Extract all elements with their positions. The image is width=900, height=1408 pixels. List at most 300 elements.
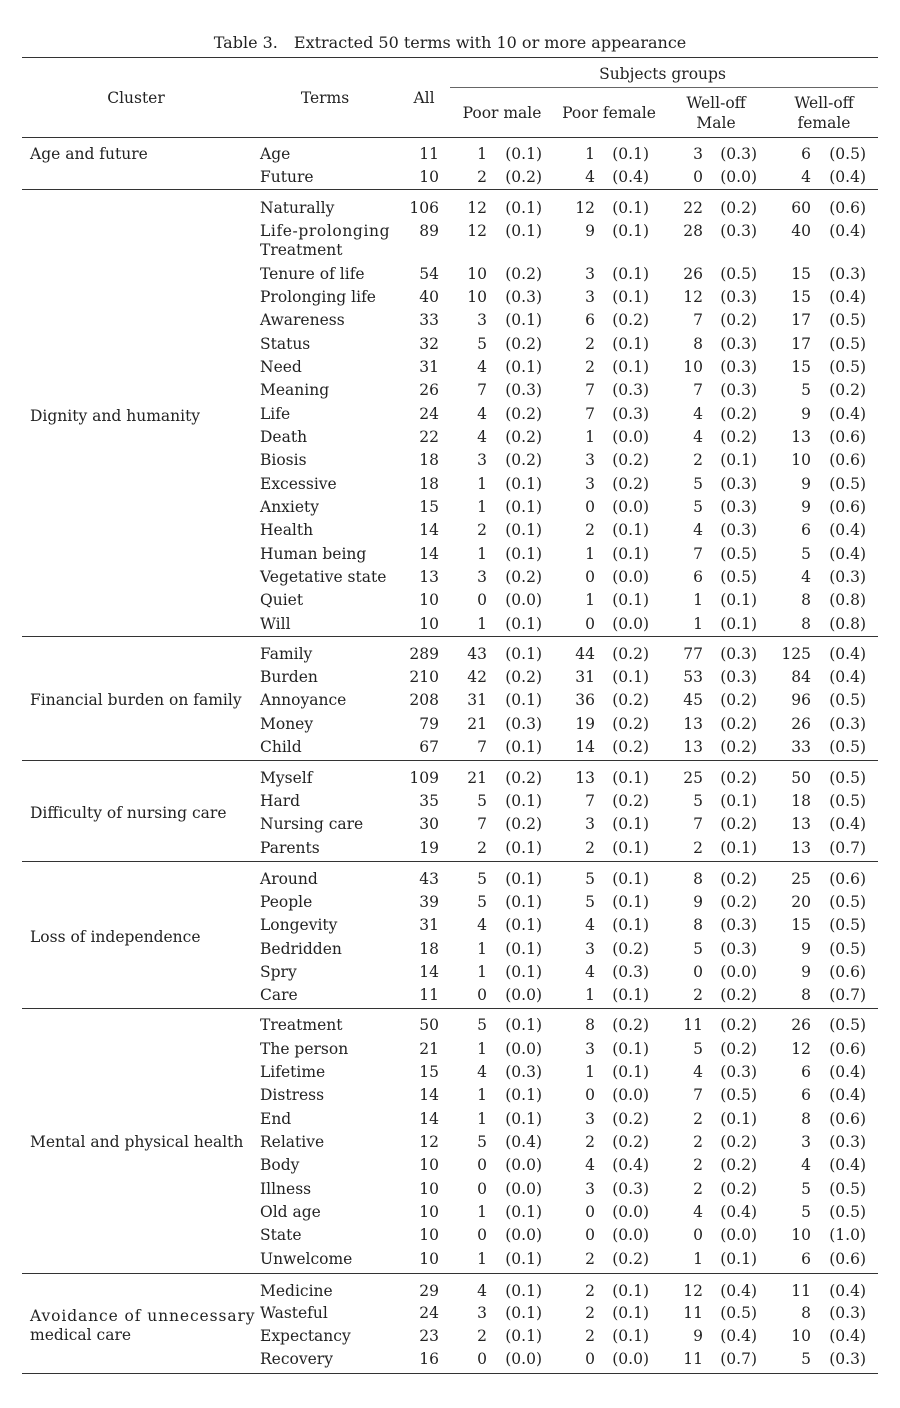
welloff-male-ratio-cell: (0.3) <box>720 222 757 240</box>
welloff-female-count-cell: 15 <box>791 916 811 934</box>
welloff-male-ratio-cell: (0.3) <box>720 145 757 163</box>
poor-female-ratio-cell: (0.1) <box>612 668 649 686</box>
welloff-female-ratio-cell: (0.4) <box>829 815 866 833</box>
poor-male-ratio-cell: (0.0) <box>505 986 542 1004</box>
cluster-separator-rule <box>22 1008 878 1009</box>
welloff-male-ratio-cell: (0.3) <box>720 1063 757 1081</box>
poor-male-count-cell: 1 <box>477 615 487 633</box>
poor-male-count-cell: 1 <box>477 1250 487 1268</box>
poor-male-ratio-cell: (0.2) <box>505 265 542 283</box>
poor-female-count-cell: 3 <box>585 1180 595 1198</box>
poor-female-count-cell: 3 <box>585 815 595 833</box>
poor-male-count-cell: 0 <box>477 591 487 609</box>
poor-female-count-cell: 31 <box>575 668 595 686</box>
all-cell: 32 <box>419 335 439 353</box>
top-rule <box>22 57 878 58</box>
poor-female-ratio-cell: (0.1) <box>612 545 649 563</box>
poor-female-count-cell: 7 <box>585 792 595 810</box>
poor-female-ratio-cell: (0.0) <box>612 1203 649 1221</box>
cluster-label: medical care <box>30 1326 132 1344</box>
poor-male-ratio-cell: (0.1) <box>505 1282 542 1300</box>
welloff-male-count-cell: 8 <box>693 335 703 353</box>
poor-female-count-cell: 0 <box>585 1203 595 1221</box>
term-label: Money <box>260 715 314 733</box>
poor-male-ratio-cell: (0.1) <box>505 1203 542 1221</box>
term-label: Body <box>260 1156 300 1174</box>
poor-male-count-cell: 0 <box>477 1180 487 1198</box>
poor-male-count-cell: 2 <box>477 839 487 857</box>
poor-male-ratio-cell: (0.1) <box>505 916 542 934</box>
poor-female-ratio-cell: (0.0) <box>612 568 649 586</box>
poor-female-count-cell: 7 <box>585 405 595 423</box>
header-welloff-female-line2: female <box>797 114 851 132</box>
poor-male-ratio-cell: (0.1) <box>505 199 542 217</box>
poor-female-ratio-cell: (0.1) <box>612 591 649 609</box>
term-label: Status <box>260 335 311 353</box>
term-label: Quiet <box>260 591 304 609</box>
welloff-male-count-cell: 0 <box>693 963 703 981</box>
poor-female-count-cell: 3 <box>585 1110 595 1128</box>
welloff-female-ratio-cell: (0.6) <box>829 428 866 446</box>
welloff-male-ratio-cell: (0.5) <box>720 1304 757 1322</box>
welloff-female-ratio-cell: (0.3) <box>829 265 866 283</box>
poor-male-ratio-cell: (0.1) <box>505 792 542 810</box>
welloff-male-ratio-cell: (0.3) <box>720 940 757 958</box>
poor-male-ratio-cell: (0.1) <box>505 311 542 329</box>
welloff-female-ratio-cell: (0.5) <box>829 1203 866 1221</box>
poor-male-ratio-cell: (0.1) <box>505 475 542 493</box>
all-cell: 14 <box>419 545 439 563</box>
poor-female-ratio-cell: (0.3) <box>612 405 649 423</box>
welloff-male-ratio-cell: (0.5) <box>720 545 757 563</box>
poor-female-ratio-cell: (0.0) <box>612 1226 649 1244</box>
poor-female-count-cell: 4 <box>585 168 595 186</box>
term-label: Naturally <box>260 199 335 217</box>
poor-male-ratio-cell: (0.1) <box>505 358 542 376</box>
term-label: Care <box>260 986 298 1004</box>
welloff-female-ratio-cell: (0.5) <box>829 311 866 329</box>
welloff-female-ratio-cell: (0.4) <box>829 668 866 686</box>
welloff-female-count-cell: 60 <box>791 199 811 217</box>
poor-female-ratio-cell: (0.1) <box>612 893 649 911</box>
welloff-male-ratio-cell: (0.1) <box>720 1110 757 1128</box>
poor-male-ratio-cell: (0.1) <box>505 145 542 163</box>
poor-female-count-cell: 1 <box>585 591 595 609</box>
welloff-male-count-cell: 12 <box>683 1282 703 1300</box>
poor-female-count-cell: 2 <box>585 1304 595 1322</box>
poor-female-ratio-cell: (0.2) <box>612 451 649 469</box>
poor-male-count-cell: 2 <box>477 1327 487 1345</box>
poor-male-ratio-cell: (0.1) <box>505 498 542 516</box>
poor-female-ratio-cell: (0.1) <box>612 145 649 163</box>
all-cell: 24 <box>419 405 439 423</box>
poor-female-count-cell: 0 <box>585 1086 595 1104</box>
welloff-female-count-cell: 26 <box>791 715 811 733</box>
poor-female-ratio-cell: (0.1) <box>612 1063 649 1081</box>
group-span-rule <box>450 87 878 88</box>
poor-male-count-cell: 7 <box>477 381 487 399</box>
welloff-male-count-cell: 8 <box>693 870 703 888</box>
poor-male-ratio-cell: (0.1) <box>505 222 542 240</box>
poor-male-ratio-cell: (0.2) <box>505 168 542 186</box>
welloff-female-ratio-cell: (0.3) <box>829 1304 866 1322</box>
term-label: Family <box>260 645 313 663</box>
poor-male-ratio-cell: (0.3) <box>505 288 542 306</box>
welloff-female-count-cell: 13 <box>791 839 811 857</box>
term-label: Child <box>260 738 302 756</box>
poor-female-count-cell: 5 <box>585 893 595 911</box>
poor-male-count-cell: 4 <box>477 405 487 423</box>
header-welloff-male <box>666 93 766 133</box>
welloff-female-count-cell: 4 <box>801 568 811 586</box>
all-cell: 10 <box>419 615 439 633</box>
all-cell: 10 <box>419 1180 439 1198</box>
welloff-male-count-cell: 5 <box>693 1040 703 1058</box>
welloff-female-ratio-cell: (0.4) <box>829 168 866 186</box>
poor-female-ratio-cell: (0.2) <box>612 715 649 733</box>
welloff-male-ratio-cell: (0.1) <box>720 591 757 609</box>
term-label: Health <box>260 521 314 539</box>
term-label: Unwelcome <box>260 1250 353 1268</box>
poor-male-count-cell: 12 <box>467 222 487 240</box>
welloff-male-ratio-cell: (0.2) <box>720 691 757 709</box>
poor-male-count-cell: 5 <box>477 1016 487 1034</box>
welloff-male-ratio-cell: (0.3) <box>720 288 757 306</box>
poor-male-count-cell: 7 <box>477 738 487 756</box>
all-cell: 15 <box>419 1063 439 1081</box>
welloff-male-ratio-cell: (0.3) <box>720 645 757 663</box>
all-cell: 18 <box>419 940 439 958</box>
poor-male-ratio-cell: (0.2) <box>505 668 542 686</box>
term-label: Awareness <box>260 311 345 329</box>
welloff-female-count-cell: 40 <box>791 222 811 240</box>
all-cell: 21 <box>419 1040 439 1058</box>
poor-female-ratio-cell: (0.3) <box>612 963 649 981</box>
all-cell: 24 <box>419 1304 439 1322</box>
welloff-female-count-cell: 8 <box>801 1304 811 1322</box>
poor-female-ratio-cell: (0.2) <box>612 1016 649 1034</box>
term-label: Biosis <box>260 451 307 469</box>
poor-male-ratio-cell: (0.0) <box>505 1350 542 1368</box>
welloff-male-ratio-cell: (0.2) <box>720 986 757 1004</box>
welloff-female-ratio-cell: (0.6) <box>829 1250 866 1268</box>
welloff-male-count-cell: 28 <box>683 222 703 240</box>
welloff-female-ratio-cell: (0.5) <box>829 893 866 911</box>
poor-male-ratio-cell: (0.0) <box>505 1040 542 1058</box>
welloff-male-count-cell: 11 <box>683 1304 703 1322</box>
header-welloff-female <box>774 93 874 133</box>
poor-male-ratio-cell: (0.1) <box>505 738 542 756</box>
all-cell: 67 <box>419 738 439 756</box>
welloff-male-count-cell: 1 <box>693 1250 703 1268</box>
poor-female-count-cell: 12 <box>575 199 595 217</box>
poor-male-ratio-cell: (0.2) <box>505 769 542 787</box>
poor-female-ratio-cell: (0.2) <box>612 792 649 810</box>
header-cluster: Cluster <box>107 89 165 107</box>
poor-male-ratio-cell: (0.1) <box>505 1327 542 1345</box>
welloff-male-count-cell: 2 <box>693 1133 703 1151</box>
welloff-male-ratio-cell: (0.1) <box>720 839 757 857</box>
welloff-male-ratio-cell: (0.2) <box>720 893 757 911</box>
welloff-female-ratio-cell: (0.5) <box>829 738 866 756</box>
welloff-female-ratio-cell: (0.6) <box>829 870 866 888</box>
all-cell: 54 <box>419 265 439 283</box>
term-label: Myself <box>260 769 313 787</box>
welloff-male-count-cell: 11 <box>683 1350 703 1368</box>
term-label: Around <box>260 870 318 888</box>
welloff-male-count-cell: 11 <box>683 1016 703 1034</box>
poor-female-count-cell: 9 <box>585 222 595 240</box>
poor-male-count-cell: 1 <box>477 475 487 493</box>
welloff-female-ratio-cell: (0.3) <box>829 715 866 733</box>
welloff-female-count-cell: 5 <box>801 1203 811 1221</box>
welloff-female-count-cell: 6 <box>801 1086 811 1104</box>
welloff-female-ratio-cell: (0.4) <box>829 1063 866 1081</box>
welloff-male-count-cell: 13 <box>683 715 703 733</box>
welloff-female-ratio-cell: (0.4) <box>829 1282 866 1300</box>
poor-female-count-cell: 2 <box>585 839 595 857</box>
all-cell: 10 <box>419 1156 439 1174</box>
welloff-male-ratio-cell: (0.2) <box>720 1180 757 1198</box>
table-caption: Table 3. Extracted 50 terms with 10 or more appearance <box>213 33 687 52</box>
poor-female-count-cell: 0 <box>585 568 595 586</box>
poor-female-ratio-cell: (0.1) <box>612 222 649 240</box>
poor-male-count-cell: 3 <box>477 568 487 586</box>
poor-male-count-cell: 0 <box>477 1226 487 1244</box>
poor-male-count-cell: 7 <box>477 815 487 833</box>
welloff-male-count-cell: 4 <box>693 521 703 539</box>
poor-female-ratio-cell: (0.2) <box>612 940 649 958</box>
poor-female-ratio-cell: (0.2) <box>612 1133 649 1151</box>
bottom-rule <box>22 1373 878 1374</box>
welloff-female-ratio-cell: (0.4) <box>829 645 866 663</box>
term-label: Annoyance <box>260 691 347 709</box>
poor-male-count-cell: 21 <box>467 715 487 733</box>
welloff-male-ratio-cell: (0.2) <box>720 199 757 217</box>
poor-male-ratio-cell: (0.2) <box>505 568 542 586</box>
term-label: Old age <box>260 1203 321 1221</box>
welloff-female-ratio-cell: (0.5) <box>829 916 866 934</box>
welloff-male-count-cell: 2 <box>693 451 703 469</box>
poor-female-count-cell: 2 <box>585 521 595 539</box>
welloff-female-count-cell: 9 <box>801 963 811 981</box>
poor-male-ratio-cell: (0.0) <box>505 1180 542 1198</box>
welloff-female-ratio-cell: (0.5) <box>829 1016 866 1034</box>
poor-female-count-cell: 36 <box>575 691 595 709</box>
welloff-female-count-cell: 5 <box>801 1350 811 1368</box>
welloff-female-count-cell: 12 <box>791 1040 811 1058</box>
poor-male-ratio-cell: (0.1) <box>505 545 542 563</box>
poor-male-count-cell: 1 <box>477 1203 487 1221</box>
poor-male-ratio-cell: (0.2) <box>505 428 542 446</box>
poor-male-count-cell: 0 <box>477 1350 487 1368</box>
welloff-female-count-cell: 5 <box>801 381 811 399</box>
welloff-female-ratio-cell: (0.8) <box>829 615 866 633</box>
poor-male-ratio-cell: (0.2) <box>505 815 542 833</box>
welloff-female-count-cell: 9 <box>801 405 811 423</box>
welloff-female-ratio-cell: (0.5) <box>829 335 866 353</box>
welloff-female-count-cell: 18 <box>791 792 811 810</box>
welloff-male-ratio-cell: (0.3) <box>720 475 757 493</box>
header-bottom-rule <box>22 137 878 138</box>
welloff-female-ratio-cell: (0.6) <box>829 498 866 516</box>
poor-female-ratio-cell: (0.2) <box>612 645 649 663</box>
welloff-male-ratio-cell: (0.2) <box>720 428 757 446</box>
welloff-female-ratio-cell: (0.6) <box>829 1110 866 1128</box>
poor-female-ratio-cell: (0.1) <box>612 839 649 857</box>
poor-female-count-cell: 4 <box>585 916 595 934</box>
term-label: Meaning <box>260 381 330 399</box>
poor-male-ratio-cell: (0.1) <box>505 645 542 663</box>
welloff-male-ratio-cell: (0.4) <box>720 1282 757 1300</box>
welloff-female-count-cell: 5 <box>801 545 811 563</box>
poor-female-ratio-cell: (0.1) <box>612 199 649 217</box>
header-poor-female: Poor female <box>562 104 656 122</box>
welloff-male-count-cell: 2 <box>693 839 703 857</box>
poor-female-count-cell: 3 <box>585 940 595 958</box>
welloff-male-ratio-cell: (0.4) <box>720 1203 757 1221</box>
poor-female-ratio-cell: (0.1) <box>612 521 649 539</box>
welloff-female-ratio-cell: (0.4) <box>829 1156 866 1174</box>
welloff-female-ratio-cell: (1.0) <box>829 1226 866 1244</box>
welloff-female-ratio-cell: (0.4) <box>829 222 866 240</box>
welloff-female-ratio-cell: (0.5) <box>829 145 866 163</box>
poor-male-ratio-cell: (0.1) <box>505 691 542 709</box>
poor-female-count-cell: 2 <box>585 1250 595 1268</box>
welloff-male-ratio-cell: (0.2) <box>720 1040 757 1058</box>
poor-male-ratio-cell: (0.1) <box>505 1110 542 1128</box>
poor-male-count-cell: 42 <box>467 668 487 686</box>
welloff-male-count-cell: 5 <box>693 792 703 810</box>
poor-female-ratio-cell: (0.4) <box>612 1156 649 1174</box>
poor-male-count-cell: 4 <box>477 358 487 376</box>
welloff-male-ratio-cell: (0.3) <box>720 498 757 516</box>
term-label: Treatment <box>260 241 343 259</box>
cluster-separator-rule <box>22 760 878 761</box>
welloff-female-ratio-cell: (0.7) <box>829 986 866 1004</box>
poor-female-count-cell: 3 <box>585 288 595 306</box>
welloff-male-count-cell: 2 <box>693 986 703 1004</box>
welloff-male-count-cell: 3 <box>693 145 703 163</box>
poor-male-count-cell: 4 <box>477 1282 487 1300</box>
poor-female-ratio-cell: (0.2) <box>612 1250 649 1268</box>
poor-male-count-cell: 5 <box>477 870 487 888</box>
welloff-male-ratio-cell: (0.1) <box>720 451 757 469</box>
all-cell: 29 <box>419 1282 439 1300</box>
term-label: Longevity <box>260 916 338 934</box>
welloff-male-count-cell: 26 <box>683 265 703 283</box>
term-label: Parents <box>260 839 320 857</box>
welloff-female-count-cell: 25 <box>791 870 811 888</box>
poor-female-count-cell: 8 <box>585 1016 595 1034</box>
poor-female-ratio-cell: (0.1) <box>612 288 649 306</box>
cluster-separator-rule <box>22 1273 878 1274</box>
poor-male-count-cell: 4 <box>477 916 487 934</box>
welloff-male-count-cell: 6 <box>693 568 703 586</box>
all-cell: 11 <box>419 145 439 163</box>
term-label: Recovery <box>260 1350 333 1368</box>
poor-male-ratio-cell: (0.1) <box>505 940 542 958</box>
term-label: Age <box>260 145 291 163</box>
welloff-female-count-cell: 6 <box>801 1250 811 1268</box>
term-label: Life-prolonging <box>260 222 391 240</box>
poor-male-ratio-cell: (0.1) <box>505 893 542 911</box>
poor-male-count-cell: 3 <box>477 451 487 469</box>
welloff-female-count-cell: 26 <box>791 1016 811 1034</box>
welloff-male-ratio-cell: (0.2) <box>720 1016 757 1034</box>
poor-male-count-cell: 10 <box>467 288 487 306</box>
all-cell: 210 <box>409 668 439 686</box>
poor-female-ratio-cell: (0.2) <box>612 738 649 756</box>
all-cell: 23 <box>419 1327 439 1345</box>
welloff-male-ratio-cell: (0.2) <box>720 311 757 329</box>
all-cell: 33 <box>419 311 439 329</box>
all-cell: 30 <box>419 815 439 833</box>
all-cell: 16 <box>419 1350 439 1368</box>
header-terms: Terms <box>300 89 350 107</box>
welloff-male-count-cell: 0 <box>693 168 703 186</box>
welloff-female-count-cell: 125 <box>781 645 811 663</box>
welloff-female-count-cell: 9 <box>801 498 811 516</box>
cluster-label: Avoidance of unnecessary <box>30 1307 256 1325</box>
welloff-female-ratio-cell: (0.4) <box>829 521 866 539</box>
cluster-separator-rule <box>22 636 878 637</box>
welloff-male-ratio-cell: (0.2) <box>720 870 757 888</box>
welloff-female-ratio-cell: (0.5) <box>829 358 866 376</box>
all-cell: 79 <box>419 715 439 733</box>
term-label: Will <box>260 615 291 633</box>
poor-male-count-cell: 5 <box>477 792 487 810</box>
all-cell: 10 <box>419 1226 439 1244</box>
cluster-label: Dignity and humanity <box>30 407 201 425</box>
all-cell: 26 <box>419 381 439 399</box>
welloff-male-ratio-cell: (0.0) <box>720 1226 757 1244</box>
poor-female-ratio-cell: (0.1) <box>612 358 649 376</box>
welloff-male-count-cell: 4 <box>693 1063 703 1081</box>
all-cell: 10 <box>419 1203 439 1221</box>
welloff-female-count-cell: 10 <box>791 1327 811 1345</box>
term-label: Need <box>260 358 302 376</box>
cluster-separator-rule <box>22 189 878 190</box>
welloff-female-ratio-cell: (0.5) <box>829 1180 866 1198</box>
all-cell: 22 <box>419 428 439 446</box>
term-label: Relative <box>260 1133 325 1151</box>
welloff-male-ratio-cell: (0.5) <box>720 568 757 586</box>
poor-male-count-cell: 2 <box>477 521 487 539</box>
welloff-female-ratio-cell: (0.7) <box>829 839 866 857</box>
header-welloff-male-line1: Well-off <box>686 94 746 112</box>
welloff-male-ratio-cell: (0.1) <box>720 615 757 633</box>
term-label: Burden <box>260 668 318 686</box>
poor-female-ratio-cell: (0.1) <box>612 1304 649 1322</box>
all-cell: 12 <box>419 1133 439 1151</box>
welloff-male-ratio-cell: (0.2) <box>720 405 757 423</box>
welloff-male-ratio-cell: (0.1) <box>720 1250 757 1268</box>
all-cell: 40 <box>419 288 439 306</box>
poor-female-ratio-cell: (0.1) <box>612 265 649 283</box>
welloff-male-count-cell: 8 <box>693 916 703 934</box>
poor-female-ratio-cell: (0.3) <box>612 381 649 399</box>
all-cell: 39 <box>419 893 439 911</box>
poor-female-ratio-cell: (0.4) <box>612 168 649 186</box>
poor-male-count-cell: 1 <box>477 498 487 516</box>
poor-male-count-cell: 1 <box>477 145 487 163</box>
all-cell: 15 <box>419 498 439 516</box>
welloff-female-count-cell: 15 <box>791 288 811 306</box>
welloff-female-count-cell: 9 <box>801 475 811 493</box>
poor-male-count-cell: 1 <box>477 940 487 958</box>
poor-female-ratio-cell: (0.1) <box>612 916 649 934</box>
